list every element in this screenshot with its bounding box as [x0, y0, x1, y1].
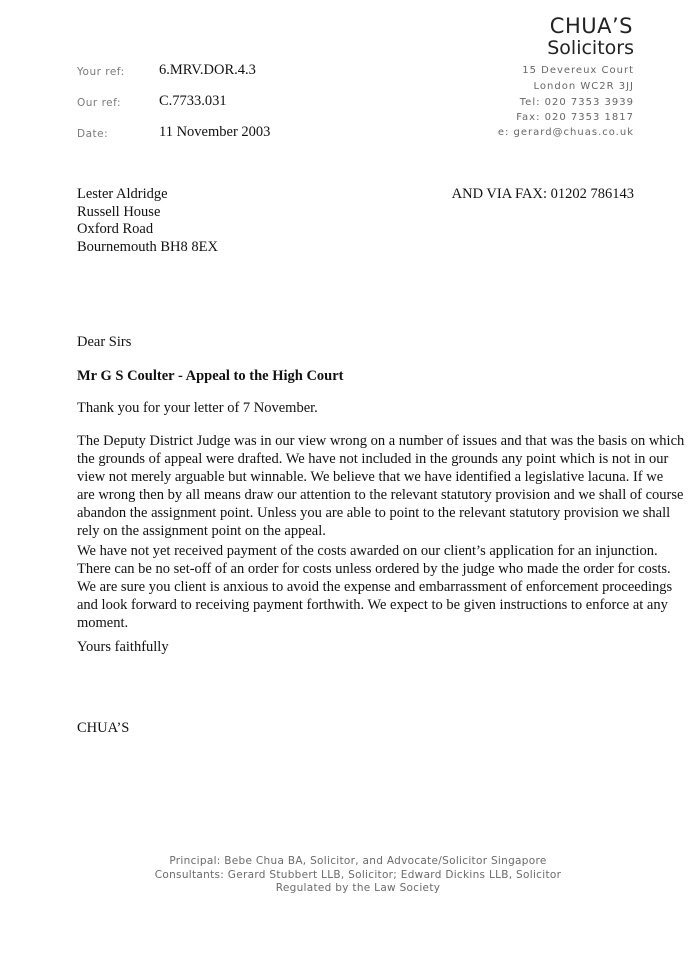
our-ref-label: Our ref: — [77, 97, 121, 109]
firm-name: CHUA’S — [549, 14, 633, 38]
footer — [0, 855, 700, 896]
text-line: are wrong then by all means draw our attention to the relevant statutory provision and we shall of course — [77, 487, 684, 503]
fax-number-line: Fax: 020 7353 1817 — [516, 112, 634, 123]
firm-subtitle: Solicitors — [547, 37, 634, 59]
recipient-line: Lester Aldridge — [77, 186, 168, 202]
footer-principal: Principal: Bebe Chua BA, Solicitor, and Advocate/Solicitor Singapore — [169, 855, 547, 867]
phone-line: Tel: 020 7353 3939 — [519, 97, 634, 108]
your-ref-label: Your ref: — [77, 66, 125, 78]
text-line: We are sure you client is anxious to avoid the expense and embarrassment of enforcement proceedings — [77, 579, 673, 595]
recipient-address — [77, 186, 218, 256]
text-line: We have not yet received payment of the costs awarded on our client’s application for an injunction. — [77, 543, 658, 559]
your-ref-value: 6.MRV.DOR.4.3 — [159, 62, 256, 78]
signature: CHUA’S — [77, 720, 130, 736]
text-line: view not merely arguable but winnable. We believe that we have identified a legislative lacuna. If we — [77, 469, 664, 485]
address-line: London WC2R 3JJ — [533, 81, 634, 92]
recipient-line: Russell House — [77, 203, 161, 220]
text-line: There can be no set-off of an order for costs unless ordered by the judge who made the order for costs. — [77, 561, 671, 577]
our-ref-value: C.7733.031 — [159, 93, 227, 109]
recipient-line: Oxford Road — [77, 221, 154, 237]
paragraph-2 — [77, 432, 685, 540]
date-label: Date: — [77, 128, 109, 140]
paragraph-3 — [77, 542, 673, 632]
paragraph-1 — [77, 399, 637, 417]
date-value: 11 November 2003 — [159, 124, 271, 140]
text-line: The Deputy District Judge was in our view wrong on a number of issues and that was the basis on which — [77, 433, 685, 449]
text-line: and look forward to receiving payment forthwith. We expect to be given instructions to enforce at any — [77, 597, 668, 613]
text-line: rely on the assignment point on the appeal. — [77, 523, 326, 539]
footer-consultants: Consultants: Gerard Stubbert LLB, Solicitor; Edward Dickins LLB, Solicitor — [154, 868, 562, 881]
footer-regulation: Regulated by the Law Society — [275, 882, 441, 894]
subject-heading: Mr G S Coulter - Appeal to the High Court — [77, 368, 344, 384]
salutation: Dear Sirs — [77, 334, 132, 350]
recipient-line: Bournemouth BH8 8EX — [77, 238, 218, 255]
closing: Yours faithfully — [77, 639, 169, 655]
text-line: moment. — [77, 615, 129, 631]
address-line: 15 Devereux Court — [522, 65, 634, 76]
via-fax-line: AND VIA FAX: 01202 786143 — [451, 186, 634, 202]
text-line: the grounds of appeal were drafted. We have not included in the grounds any point which is not in our — [77, 451, 669, 467]
text-line: Thank you for your letter of 7 November. — [77, 400, 318, 416]
text-line: abandon the assignment point. Unless you are able to point to the relevant statutory provision we shall — [77, 505, 671, 521]
email-line: e: gerard@chuas.co.uk — [497, 127, 634, 138]
